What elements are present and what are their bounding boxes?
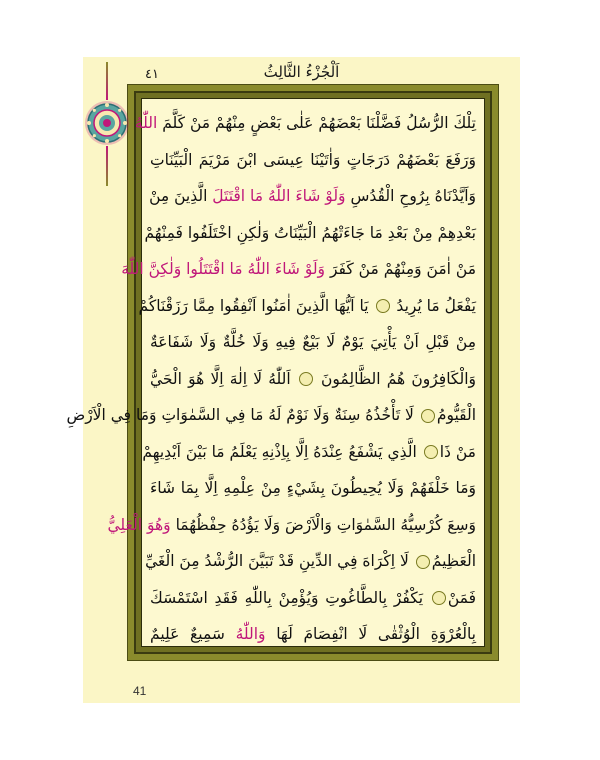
verse-line bbox=[150, 178, 476, 214]
juz-page-number: ٤١ bbox=[145, 67, 159, 82]
verse-text: الَّذِي يَشْفَعُ عِنْدَهُ اِلَّا بِاِذْنِهِ يَعْلَمُ مَا بَيْنَ اَيْدِيهِمْ bbox=[142, 442, 422, 461]
verse-highlight-text: وَلَوْ شَاءَ اللّٰهُ مَا اقْتَتَلَ bbox=[212, 187, 346, 205]
verse-line bbox=[134, 105, 476, 141]
verse-text: وَرَفَعَ بَعْضَهُمْ دَرَجَاتٍ وَاٰتَيْنَا عِيسَى ابْنَ مَرْيَمَ الْبَيِّنَاتِ bbox=[150, 150, 476, 169]
juz-title: اَلْجُزْءُ الثَّالِثُ bbox=[263, 63, 340, 81]
verse-text: اَللّٰهُ لَا اِلٰهَ اِلَّا هُوَ الْحَيُّ bbox=[150, 369, 297, 388]
ayah-end-marker-icon bbox=[376, 299, 390, 313]
verse-line bbox=[150, 470, 476, 506]
verse-line bbox=[66, 397, 476, 433]
verse-text: مَنْ ذَا bbox=[439, 442, 476, 461]
page-frame bbox=[66, 84, 499, 661]
verse-text: وَسِعَ كُرْسِيُّهُ السَّمٰوَاتِ وَالْاَرْضَ وَلَا يَؤُدُهُ حِفْظُهُمَا bbox=[170, 515, 476, 534]
medallion-stem-top bbox=[106, 62, 108, 100]
verse-text: بِالْعُرْوَةِ الْوُثْقٰى لَا انْفِصَامَ لَهَا bbox=[265, 625, 476, 643]
verse-text: يَكْفُرْ بِالطَّاغُوتِ وَيُؤْمِنْ بِاللّٰهِ فَقَدِ اسْتَمْسَكَ bbox=[150, 588, 430, 607]
ayah-end-marker-icon bbox=[424, 445, 438, 459]
medallion-stem-bottom bbox=[106, 146, 108, 186]
verse-line bbox=[145, 543, 476, 579]
verse-highlight-text: وَهُوَ الْعَلِيُّ bbox=[107, 515, 171, 534]
verse-line bbox=[144, 215, 476, 251]
verse-text: لَا اِكْرَاهَ فِي الدِّينِ قَدْ تَبَيَّنَ الرُّشْدُ مِنَ الْغَيِّ bbox=[145, 552, 414, 570]
verse-text: يَا اَيُّهَا الَّذِينَ اٰمَنُوا اَنْفِقُوا مِمَّا رَزَقْنَاكُمْ bbox=[138, 296, 374, 315]
ayah-end-marker-icon bbox=[416, 555, 430, 569]
verse-text: تِلْكَ الرُّسُلُ فَضَّلْنَا بَعْضَهُمْ عَلٰى بَعْضٍ مِنْهُمْ مَنْ كَلَّمَ bbox=[157, 114, 476, 132]
verse-text: فَمَنْ bbox=[447, 588, 476, 607]
verse-line bbox=[150, 616, 476, 652]
verse-line bbox=[142, 434, 476, 470]
verse-highlight-text: وَاللّٰهُ bbox=[235, 625, 266, 643]
text-area bbox=[66, 98, 485, 647]
verse-highlight-text: اللّٰهُ bbox=[134, 114, 158, 132]
juz-medallion-icon bbox=[84, 100, 130, 146]
verse-text: وَالْكَافِرُونَ هُمُ الظَّالِمُونَ bbox=[314, 369, 476, 388]
page-frame-inner bbox=[66, 91, 492, 654]
ayah-end-marker-icon bbox=[299, 372, 313, 386]
verse-text: يَفْعَلُ مَا يُرِيدُ bbox=[391, 296, 476, 315]
verse-line bbox=[150, 361, 476, 397]
verse-text: بَعْدِهِمْ مِنْ بَعْدِ مَا جَاءَتْهُمُ الْبَيِّنَاتُ وَلٰكِنِ اخْتَلَفُوا فَمِنْهُمْ bbox=[144, 223, 476, 242]
verse-text: مِنْ قَبْلِ اَنْ يَأْتِيَ يَوْمٌ لَا بَيْعٌ فِيهِ وَلَا خُلَّةٌ وَلَا شَفَاعَةٌ bbox=[150, 333, 476, 351]
verse-text: الْعَظِيمُ bbox=[431, 552, 476, 570]
page-number: 41 bbox=[133, 684, 147, 698]
verse-text: وَاَيَّدْنَاهُ بِرُوحِ الْقُدُسِ bbox=[345, 187, 476, 205]
ayah-end-marker-icon bbox=[432, 591, 446, 605]
verse-line bbox=[150, 324, 476, 360]
verse-text: لَا تَأْخُذُهُ سِنَةٌ وَلَا نَوْمٌ لَهُ مَا فِي السَّمٰوَاتِ وَمَا فِي الْاَرْضِ bbox=[66, 406, 419, 424]
verse-line bbox=[121, 251, 476, 287]
verse-text: وَمَا خَلْفَهُمْ وَلَا يُحِيطُونَ بِشَيْءٍ مِنْ عِلْمِهِ اِلَّا بِمَا شَاءَ bbox=[150, 479, 476, 497]
verse-text: الْقَيُّومُ bbox=[436, 406, 476, 424]
verse-text: الَّذِينَ مِنْ bbox=[149, 187, 213, 205]
verse-text: سَمِيعٌ عَلِيمٌ bbox=[150, 625, 236, 643]
mushaf-page bbox=[66, 57, 520, 703]
ayah-end-marker-icon bbox=[421, 409, 435, 423]
verse-line bbox=[138, 288, 476, 324]
verse-line bbox=[107, 507, 476, 543]
verse-highlight-text: وَلَوْ شَاءَ اللّٰهُ مَا اقْتَتَلُوا وَلٰكِنَّ اللّٰهَ bbox=[121, 260, 326, 278]
verse-text: مَنْ اٰمَنَ وَمِنْهُمْ مَنْ كَفَرَ bbox=[325, 260, 476, 278]
verse-line bbox=[150, 580, 476, 616]
verse-line bbox=[150, 142, 476, 178]
